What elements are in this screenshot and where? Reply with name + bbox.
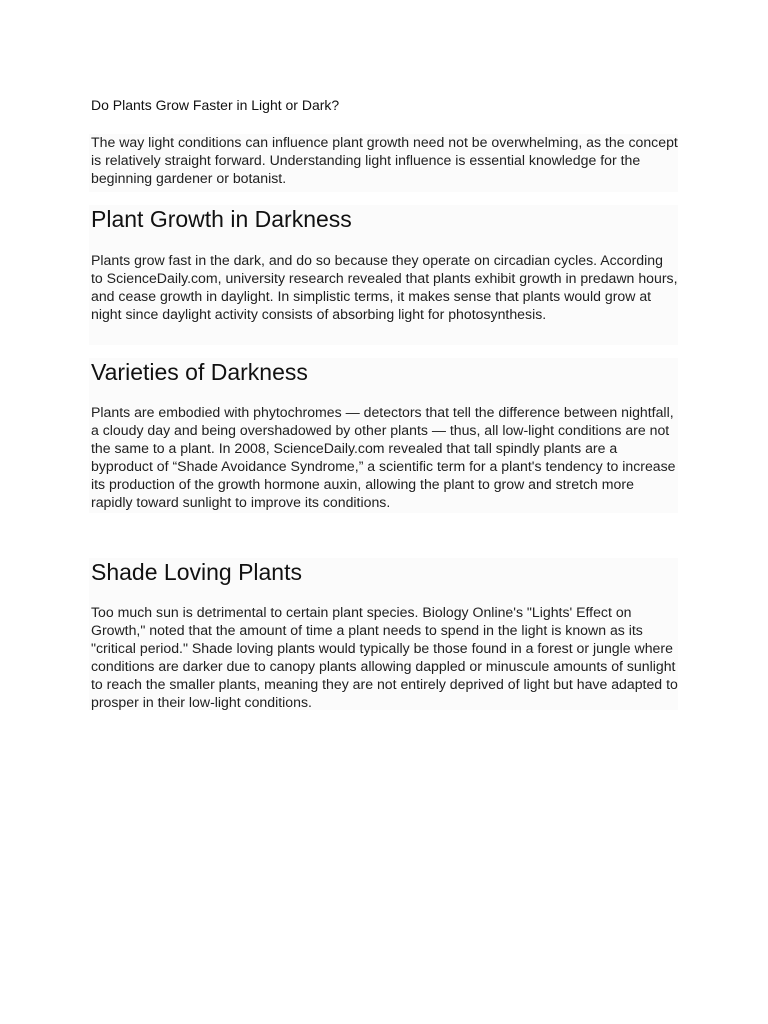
section-paragraph: Plants grow fast in the dark, and do so because they operate on circadian cycles. According to ScienceDaily.com, university research revealed that plants exhibit growth in predawn hours, and cease growth in daylight. In simplistic terms, it makes sense that plants would grow at night since daylight activity consists of absorbing light for photosynthesis. (91, 252, 678, 322)
section-plant-growth-in-darkness (89, 205, 678, 345)
section-paragraph: Too much sun is detrimental to certain plant species. Biology Online's "Lights' Effect on Growth," noted that the amount of time a plant needs to spend in the light is known as its "critical period." Shade loving plants would typically be those found in a forest or jungle where conditions are darker due to canopy plants allowing dappled or minuscule amounts of sunlight to reach the smaller plants, meaning they are not entirely deprived of light but have adapted to prosper in their low-light conditions. (91, 604, 678, 710)
section-heading: Plant Growth in Darkness (91, 206, 352, 232)
page-title: Do Plants Grow Faster in Light or Dark? (91, 97, 340, 113)
intro-paragraph: The way light conditions can influence plant growth need not be overwhelming, as the concept is relatively straight forward. Understanding light influence is essential knowledge for the beginning gardener or botanist. (91, 134, 678, 186)
section-heading: Varieties of Darkness (91, 359, 308, 385)
section-paragraph: Plants are embodied with phytochromes — detectors that tell the difference between nightfall, a cloudy day and being overshadowed by other plants — thus, all low-light conditions are not the same to a plant. In 2008, ScienceDaily.com revealed that tall spindly plants are a byproduct of “Shade Avoidance Syndrome,” a scientific term for a plant's tendency to increase its production of the growth hormone auxin, allowing the plant to grow and stretch more rapidly toward sunlight to improve its conditions. (91, 404, 676, 510)
section-heading: Shade Loving Plants (91, 559, 302, 585)
section-shade-loving-plants (89, 558, 678, 710)
section-varieties-of-darkness (89, 358, 678, 513)
intro-block (89, 134, 678, 192)
